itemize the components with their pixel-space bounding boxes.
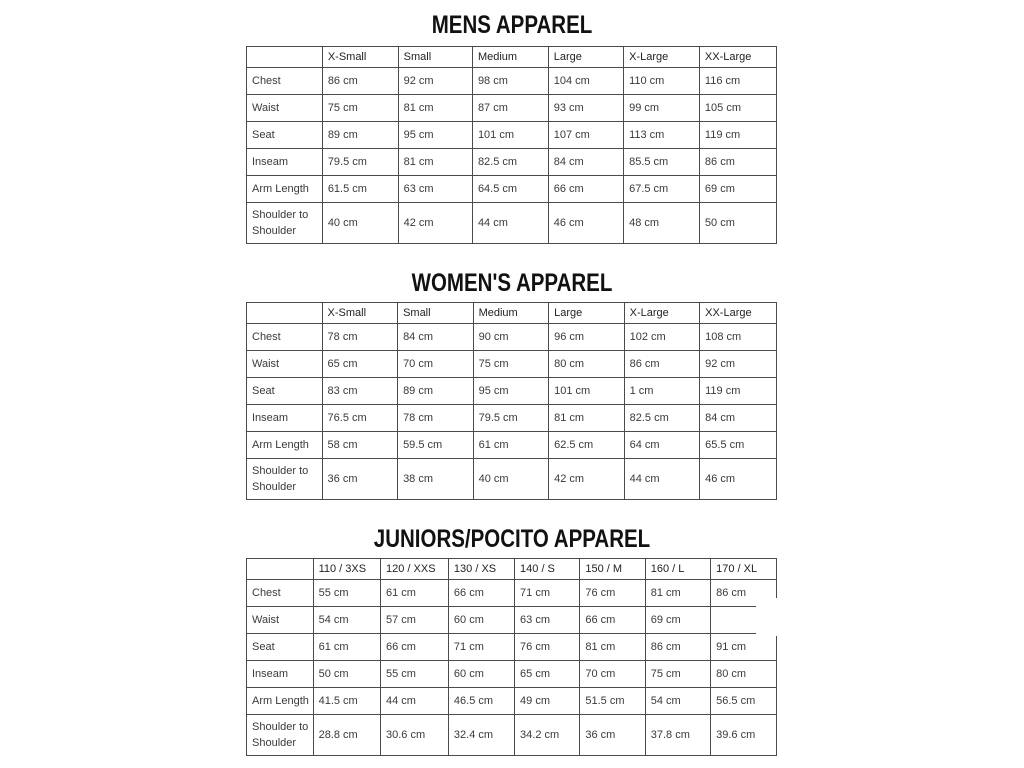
measurement-value: 80 cm xyxy=(549,351,625,378)
measurement-value: 81 cm xyxy=(549,405,625,432)
table-row xyxy=(247,580,777,607)
measurement-value: 104 cm xyxy=(548,68,623,95)
mens-title: MENS APPAREL xyxy=(431,11,593,39)
measurement-value: 89 cm xyxy=(398,378,474,405)
size-header-cell: 160 / L xyxy=(645,559,710,580)
measurement-value: 36 cm xyxy=(580,715,645,756)
table-row xyxy=(247,715,777,756)
measurement-value: 32.4 cm xyxy=(448,715,514,756)
measurement-value: 96 cm xyxy=(549,324,625,351)
measurement-value: 28.8 cm xyxy=(313,715,380,756)
measurement-label: Chest xyxy=(247,580,314,607)
size-header-cell: XX-Large xyxy=(699,47,776,68)
measurement-value: 59.5 cm xyxy=(398,432,474,459)
size-header-cell: Small xyxy=(398,303,474,324)
measurement-value: 101 cm xyxy=(472,122,548,149)
table-row xyxy=(247,378,777,405)
measurement-label: Shoulder to Shoulder xyxy=(247,203,323,244)
measurement-label: Waist xyxy=(247,351,323,378)
measurement-label: Chest xyxy=(247,324,323,351)
measurement-value: 91 cm xyxy=(711,634,777,661)
measurement-value: 63 cm xyxy=(515,607,580,634)
image-artifact xyxy=(756,598,778,636)
juniors-title: JUNIORS/POCITO APPAREL xyxy=(373,525,651,553)
measurement-value: 60 cm xyxy=(448,607,514,634)
measurement-value: 66 cm xyxy=(381,634,449,661)
measurement-value: 67.5 cm xyxy=(624,176,700,203)
size-header-cell: 130 / XS xyxy=(448,559,514,580)
size-header-cell: X-Large xyxy=(624,303,700,324)
juniors-section xyxy=(0,524,1024,554)
measurement-value: 79.5 cm xyxy=(473,405,549,432)
measurement-value: 99 cm xyxy=(624,95,700,122)
measurement-value: 76 cm xyxy=(580,580,645,607)
header-row xyxy=(247,303,777,324)
measurement-value: 81 cm xyxy=(645,580,710,607)
measurement-value: 58 cm xyxy=(322,432,398,459)
size-header-cell: Large xyxy=(549,303,625,324)
measurement-value: 41.5 cm xyxy=(313,688,380,715)
measurement-value: 70 cm xyxy=(398,351,474,378)
measurement-value: 46 cm xyxy=(548,203,623,244)
measurement-value: 46.5 cm xyxy=(448,688,514,715)
measurement-value: 65.5 cm xyxy=(700,432,777,459)
measurement-value: 62.5 cm xyxy=(549,432,625,459)
table-row xyxy=(247,176,777,203)
measurement-label: Inseam xyxy=(247,149,323,176)
table-row xyxy=(247,68,777,95)
measurement-value: 66 cm xyxy=(548,176,623,203)
measurement-value: 84 cm xyxy=(700,405,777,432)
size-header-cell: XX-Large xyxy=(700,303,777,324)
measurement-value: 86 cm xyxy=(699,149,776,176)
measurement-value: 54 cm xyxy=(645,688,710,715)
measurement-value: 90 cm xyxy=(473,324,549,351)
mens-size-table xyxy=(246,46,777,244)
measurement-value: 30.6 cm xyxy=(381,715,449,756)
measurement-value: 101 cm xyxy=(549,378,625,405)
measurement-value: 61 cm xyxy=(381,580,449,607)
size-header-cell: Medium xyxy=(473,303,549,324)
table-row xyxy=(247,607,777,634)
size-header-cell: 150 / M xyxy=(580,559,645,580)
measurement-value: 66 cm xyxy=(448,580,514,607)
measurement-label: Arm Length xyxy=(247,688,314,715)
measurement-value: 66 cm xyxy=(580,607,645,634)
measurement-label: Arm Length xyxy=(247,176,323,203)
measurement-label: Seat xyxy=(247,122,323,149)
measurement-value: 42 cm xyxy=(398,203,472,244)
measurement-value: 50 cm xyxy=(699,203,776,244)
measurement-label: Inseam xyxy=(247,405,323,432)
header-corner-cell xyxy=(247,303,323,324)
header-row xyxy=(247,47,777,68)
table-row xyxy=(247,324,777,351)
measurement-value: 116 cm xyxy=(699,68,776,95)
measurement-label: Shoulder to Shoulder xyxy=(247,459,323,500)
table-row xyxy=(247,459,777,500)
table-row xyxy=(247,122,777,149)
size-header-cell: 120 / XXS xyxy=(381,559,449,580)
measurement-value: 75 cm xyxy=(322,95,398,122)
measurement-value: 51.5 cm xyxy=(580,688,645,715)
measurement-value: 56.5 cm xyxy=(711,688,777,715)
measurement-value: 85.5 cm xyxy=(624,149,700,176)
measurement-value: 44 cm xyxy=(472,203,548,244)
size-header-cell: X-Small xyxy=(322,303,398,324)
measurement-value: 86 cm xyxy=(322,68,398,95)
measurement-value: 40 cm xyxy=(322,203,398,244)
size-header-cell: Small xyxy=(398,47,472,68)
measurement-value: 84 cm xyxy=(548,149,623,176)
measurement-value: 63 cm xyxy=(398,176,472,203)
measurement-value: 44 cm xyxy=(624,459,700,500)
measurement-value: 82.5 cm xyxy=(624,405,700,432)
measurement-value: 76.5 cm xyxy=(322,405,398,432)
measurement-value: 70 cm xyxy=(580,661,645,688)
measurement-value: 113 cm xyxy=(624,122,700,149)
measurement-value: 98 cm xyxy=(472,68,548,95)
table-row xyxy=(247,405,777,432)
measurement-value: 119 cm xyxy=(700,378,777,405)
measurement-value: 65 cm xyxy=(322,351,398,378)
table-row xyxy=(247,432,777,459)
measurement-value: 87 cm xyxy=(472,95,548,122)
size-header-cell: Medium xyxy=(472,47,548,68)
measurement-value: 82.5 cm xyxy=(472,149,548,176)
womens-size-table xyxy=(246,302,777,500)
measurement-label: Shoulder to Shoulder xyxy=(247,715,314,756)
header-corner-cell xyxy=(247,47,323,68)
size-header-cell: X-Small xyxy=(322,47,398,68)
mens-section xyxy=(0,10,1024,40)
measurement-value: 48 cm xyxy=(624,203,700,244)
measurement-value: 92 cm xyxy=(700,351,777,378)
table-row xyxy=(247,688,777,715)
measurement-value: 105 cm xyxy=(699,95,776,122)
measurement-value: 61 cm xyxy=(473,432,549,459)
measurement-value: 38 cm xyxy=(398,459,474,500)
measurement-label: Seat xyxy=(247,634,314,661)
size-header-cell: 140 / S xyxy=(515,559,580,580)
measurement-label: Seat xyxy=(247,378,323,405)
measurement-value: 54 cm xyxy=(313,607,380,634)
table-row xyxy=(247,661,777,688)
measurement-value: 44 cm xyxy=(381,688,449,715)
measurement-value: 75 cm xyxy=(473,351,549,378)
measurement-value: 107 cm xyxy=(548,122,623,149)
measurement-value: 71 cm xyxy=(448,634,514,661)
size-header-cell: Large xyxy=(548,47,623,68)
table-row xyxy=(247,149,777,176)
measurement-value: 49 cm xyxy=(515,688,580,715)
measurement-value: 81 cm xyxy=(580,634,645,661)
measurement-value: 84 cm xyxy=(398,324,474,351)
size-header-cell: X-Large xyxy=(624,47,700,68)
measurement-value: 92 cm xyxy=(398,68,472,95)
table-row xyxy=(247,203,777,244)
measurement-value: 79.5 cm xyxy=(322,149,398,176)
measurement-value: 71 cm xyxy=(515,580,580,607)
measurement-value: 1 cm xyxy=(624,378,700,405)
measurement-value: 40 cm xyxy=(473,459,549,500)
measurement-value: 57 cm xyxy=(381,607,449,634)
juniors-size-table xyxy=(246,558,777,756)
measurement-value: 81 cm xyxy=(398,149,472,176)
measurement-value: 86 cm xyxy=(624,351,700,378)
measurement-value: 119 cm xyxy=(699,122,776,149)
table-row xyxy=(247,351,777,378)
size-header-cell: 170 / XL xyxy=(711,559,777,580)
measurement-value: 64.5 cm xyxy=(472,176,548,203)
header-row xyxy=(247,559,777,580)
measurement-value: 65 cm xyxy=(515,661,580,688)
measurement-value: 37.8 cm xyxy=(645,715,710,756)
measurement-value: 76 cm xyxy=(515,634,580,661)
measurement-value: 42 cm xyxy=(549,459,625,500)
measurement-value: 34.2 cm xyxy=(515,715,580,756)
measurement-value: 95 cm xyxy=(473,378,549,405)
size-header-cell: 110 / 3XS xyxy=(313,559,380,580)
measurement-value: 95 cm xyxy=(398,122,472,149)
measurement-label: Chest xyxy=(247,68,323,95)
header-corner-cell xyxy=(247,559,314,580)
measurement-value: 86 cm xyxy=(645,634,710,661)
measurement-value: 86 cm xyxy=(711,580,777,607)
measurement-value: 69 cm xyxy=(645,607,710,634)
measurement-value: 64 cm xyxy=(624,432,700,459)
measurement-value: 60 cm xyxy=(448,661,514,688)
womens-title: WOMEN'S APPAREL xyxy=(411,269,613,297)
measurement-value: 75 cm xyxy=(645,661,710,688)
measurement-value: 55 cm xyxy=(313,580,380,607)
measurement-value: 80 cm xyxy=(711,661,777,688)
measurement-value: 102 cm xyxy=(624,324,700,351)
measurement-label: Inseam xyxy=(247,661,314,688)
measurement-value: 93 cm xyxy=(548,95,623,122)
measurement-value: 69 cm xyxy=(699,176,776,203)
measurement-value: 108 cm xyxy=(700,324,777,351)
measurement-value: 61.5 cm xyxy=(322,176,398,203)
measurement-value: 61 cm xyxy=(313,634,380,661)
measurement-value: 81 cm xyxy=(398,95,472,122)
measurement-value: 39.6 cm xyxy=(711,715,777,756)
measurement-value: 78 cm xyxy=(322,324,398,351)
measurement-value: 78 cm xyxy=(398,405,474,432)
measurement-value: 110 cm xyxy=(624,68,700,95)
measurement-value: 46 cm xyxy=(700,459,777,500)
measurement-value: 89 cm xyxy=(322,122,398,149)
table-row xyxy=(247,95,777,122)
measurement-value: 50 cm xyxy=(313,661,380,688)
measurement-value: 36 cm xyxy=(322,459,398,500)
measurement-value: 55 cm xyxy=(381,661,449,688)
measurement-label: Arm Length xyxy=(247,432,323,459)
womens-section xyxy=(0,268,1024,298)
table-row xyxy=(247,634,777,661)
measurement-label: Waist xyxy=(247,95,323,122)
measurement-label: Waist xyxy=(247,607,314,634)
measurement-value: 83 cm xyxy=(322,378,398,405)
